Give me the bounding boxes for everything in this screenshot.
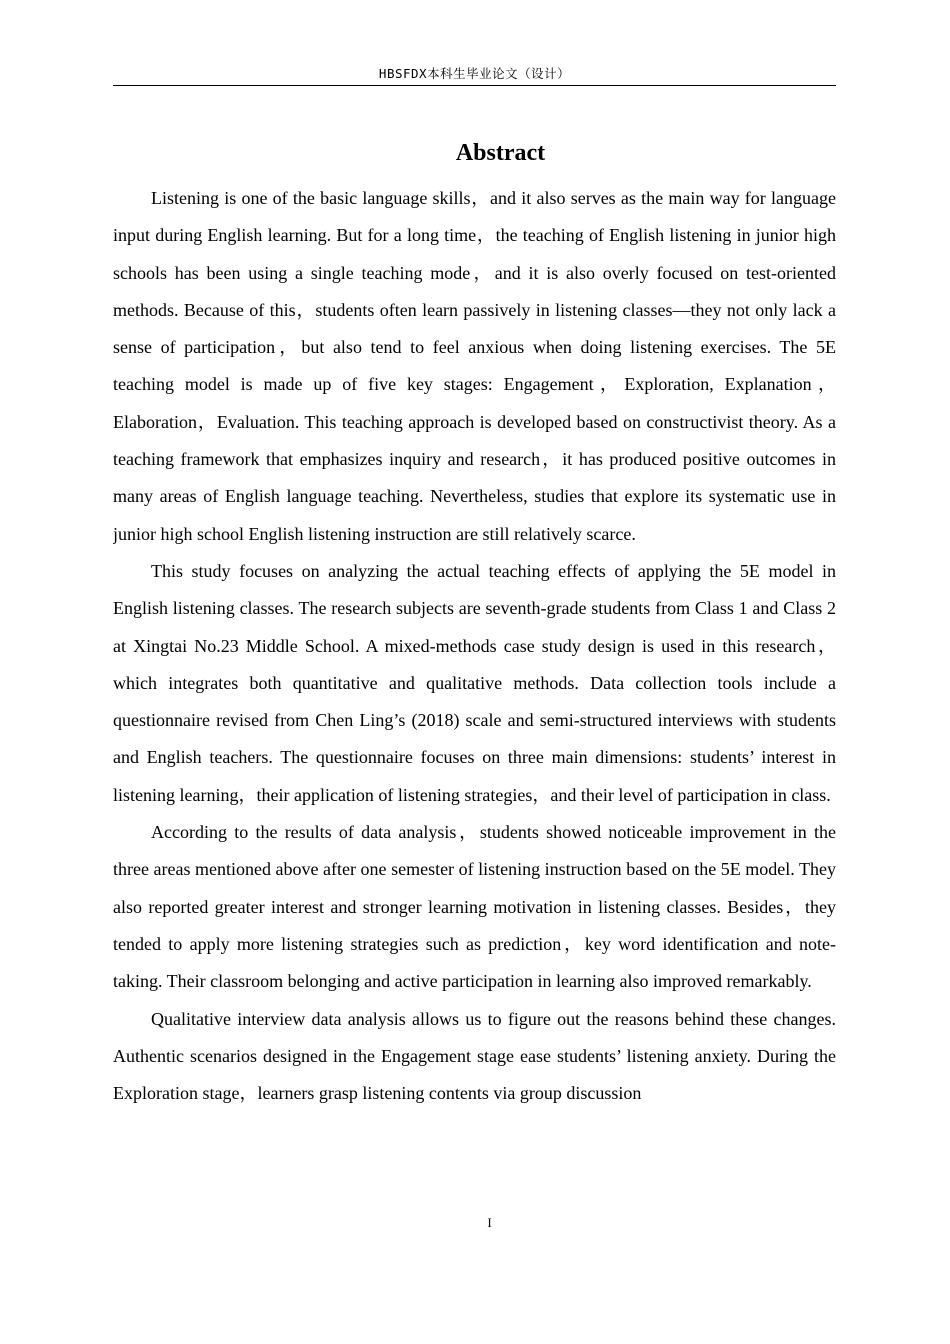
abstract-body — [113, 180, 836, 1214]
page-number: I — [487, 1215, 492, 1230]
paragraph-4: Qualitative interview data analysis allows us to figure out the reasons behind these changes. Authentic scenarios designed in the Engagement stage ease students’ listening anxiety. During the Exploration stage，learners grasp listening contents via group discussion — [113, 1008, 836, 1104]
header-rule — [113, 85, 836, 86]
running-header: HBSFDX本科生毕业论文（设计） — [378, 66, 571, 81]
paragraph-1: Listening is one of the basic language skills，and it also serves as the main way for language input during English learning. But for a long time，the teaching of English listening in junior high schools has been using a single teaching mode，and it is also overly focused on test-oriented methods. Because of this，students often learn passively in listening classes—they not only lack a sense of participation，but also tend to feel anxious when doing listening exercises. The 5E teaching model is made up of five key stages: Engagement，Exploration, Explanation，Elaboration，Evaluation. This teaching approach is developed based on constructivist theory. As a teaching framework that emphasizes inquiry and research，it has produced positive outcomes in many areas of English language teaching. Nevertheless, studies that explore its systematic use in junior high school English listening instruction are still relatively scarce. — [113, 188, 836, 544]
paragraph-2: This study focuses on analyzing the actual teaching effects of applying the 5E model in English listening classes. The research subjects are seventh-grade students from Class 1 and Class 2 at Xingtai No.23 Middle School. A mixed-methods case study design is used in this research，which integrates both quantitative and qualitative methods. Data collection tools include a questionnaire revised from Chen Ling’s (2018) scale and semi-structured interviews with students and English teachers. The questionnaire focuses on three main dimensions: students’ interest in listening learning，their application of listening strategies，and their level of participation in class. — [113, 560, 836, 805]
page-title: Abstract — [455, 140, 546, 166]
paragraph-3: According to the results of data analysis，students showed noticeable improvement in the three areas mentioned above after one semester of listening instruction based on the 5E model. They also reported greater interest and stronger learning motivation in listening classes. Besides，they tended to apply more listening strategies such as prediction，key word identification and note-taking. Their classroom belonging and active participation in learning also improved remarkably. — [113, 822, 836, 992]
